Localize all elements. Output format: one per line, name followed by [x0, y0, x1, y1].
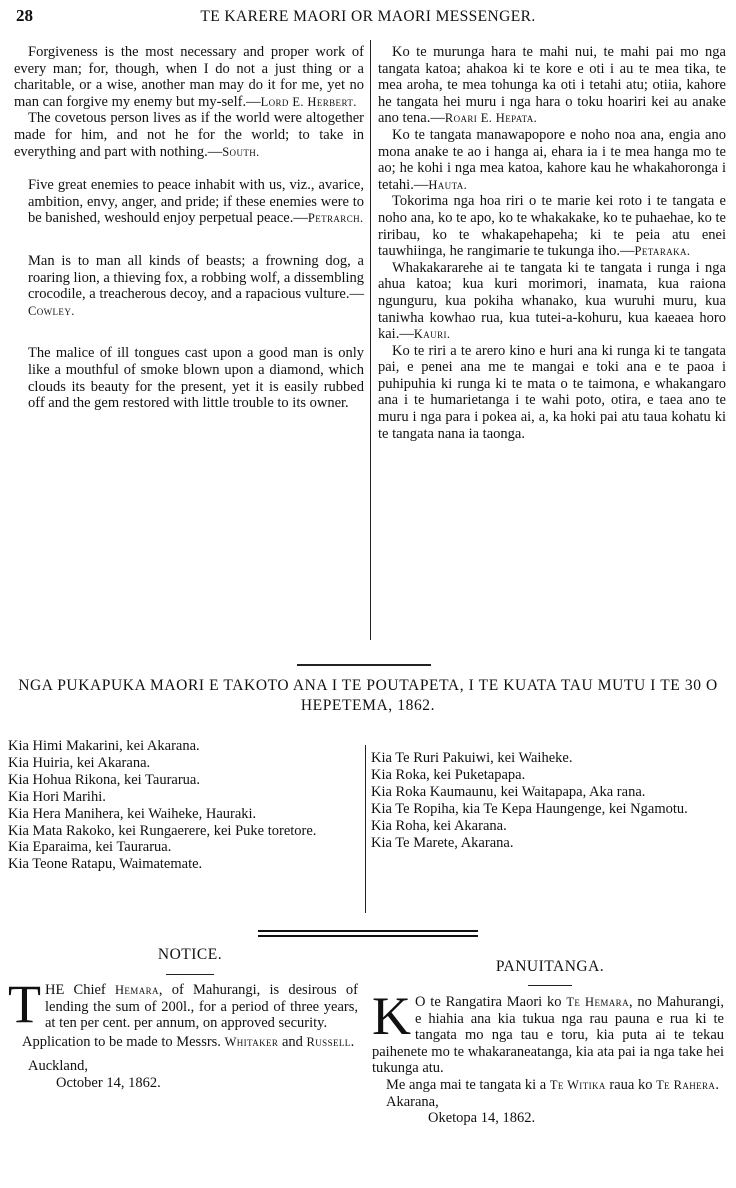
quote-herbert: Forgiveness is the most necessary and proper work of every man; for, though, when I do not a just thing or a charitable, or a wise, another man may do it for me, yet no man can forgive my enemy but my-self.—Lord E. Herbert. — [14, 44, 364, 110]
quote-arero: Ko te riri a te arero kino e huri ana ki runga ki te tangata pai, e penei ana me te mangai e toki ana e te paoa i puhipuhia ki runga ki te mata o te taimona, e whakangaro ana i te humarietanga i te wahi poto, otira, e taea ano te muru i nga para i pokea ai, a, ka hoki pai atu taua kohatu ki te tangata nana ia taonga. — [378, 342, 726, 442]
list-item: Kia Mata Rakoko, kei Rungaerere, kei Puke toretore. — [8, 822, 317, 839]
maori-column — [378, 44, 726, 442]
quote-hepata: Ko te murunga hara te mahi nui, te mahi pai mo nga tangata katoa; ahakoa ki te kore e oti i au te mea tika, te mea aroha, te mea tohunga ka oti i tetahi atu; otiia, kahore he tangata hei muru i nga hara o toku hoariri kei au anake ano tena.—Roari E. Hepata. — [378, 44, 726, 127]
books-list-left — [8, 738, 360, 873]
list-item: Kia Roha, kei Akarana. — [371, 817, 507, 834]
notice-body: THE Chief Hemara, of Mahurangi, is desirous of lending the sum of 200l., for a period of three years, at ten per cent. per annum, on approved security. — [8, 974, 358, 1034]
list-item: Kia Te Ropiha, kia Te Kepa Haungenge, kei Ngamotu. — [371, 800, 688, 817]
notice-title: NOTICE. — [157, 946, 223, 963]
list-item: Kia Hera Manihera, kei Waiheke, Hauraki. — [8, 805, 257, 822]
list-divider — [365, 745, 366, 913]
section-rule — [297, 664, 431, 666]
quote-petaraka: Tokorima nga hoa riri o te marie kei roto i te tangata e noho ana, ko te apo, ko te whakakake, ko te puhaehae, ko te riribau, ko te whakapehapeha; ki te peia atu enei tauwhiinga, he rangimarie te tukunga iho.—Petaraka. — [378, 193, 726, 260]
list-item: Kia Roka, kei Puketapapa. — [371, 766, 526, 783]
books-list-right — [371, 750, 723, 851]
drop-cap: K — [372, 986, 411, 1046]
list-item: Kia Roka Kaumaunu, kei Waitapapa, Aka rana. — [371, 783, 646, 800]
notice-date: October 14, 1862. — [56, 1074, 161, 1091]
panuitanga-application: Me anga mai te tangata ki a Te Witika raua ko Te Rahera. — [386, 1076, 719, 1093]
quote-hauta: Ko te tangata manawapopore e noho noa ana, engia ano mona anake te ao i hanga ai, ehara ia i te mea hanga mo te ao; he kohi i nga mea katoa, kahore kau he whakahoronga i tetahi.—Hauta. — [378, 126, 726, 193]
quote-cowley: Man is to man all kinds of beasts; a frowning dog, a roaring lion, a thieving fox, a robbing wolf, a dissembling crocodile, a treacherous decoy, and a rapacious vulture.—Cowley. — [28, 252, 364, 318]
panuitanga-block — [372, 986, 724, 1127]
panuitanga-date: Oketopa 14, 1862. — [428, 1110, 536, 1127]
notice-application: Application to be made to Messrs. Whitaker and Russell. — [22, 1033, 355, 1050]
quote-kauri: Whakakararehe ai te tangata ki te tangata i runga i nga ahua katoa; kua kuri morimori, inamata, kua raiona ngunguru, kua pokiha whanako, kua wuruhi muru, kua taniwha kowhao rua, kua tutei-a-kohuru, kua kaeaea horo kai.—Kauri. — [378, 259, 726, 343]
quote-south: The covetous person lives as if the world were altogether made for him, and not he for the world; to take in everything and part with nothing.—South. — [14, 110, 364, 160]
drop-cap: T — [8, 974, 41, 1034]
list-item: Kia Eparaima, kei Taurarua. — [8, 839, 172, 856]
panuitanga-title: PANUITANGA. — [495, 958, 605, 975]
list-item: Kia Hori Marihi. — [8, 788, 106, 805]
double-rule-bottom — [258, 935, 478, 937]
notice-place: Auckland, — [28, 1058, 88, 1075]
panuitanga-place: Akarana, — [386, 1093, 439, 1110]
list-item: Kia Hohua Rikona, kei Taurarua. — [8, 771, 200, 788]
list-item: Kia Teone Ratapu, Waimatemate. — [8, 856, 203, 873]
list-item: Kia Te Marete, Akarana. — [371, 834, 514, 851]
english-column — [14, 44, 364, 412]
notice-block — [8, 974, 358, 1092]
quote-petrarch: Five great enemies to peace inhabit with us, viz., avarice, ambition, envy, anger, and pride; if these enemies were to be banished, weshould enjoy perpetual peace.—Petrarch. — [28, 177, 364, 227]
panuitanga-title-rule — [528, 985, 572, 986]
list-item: Kia Te Ruri Pakuiwi, kei Waiheke. — [371, 750, 573, 766]
list-item: Kia Huiria, kei Akarana. — [8, 754, 151, 771]
notice-title-rule — [166, 974, 214, 975]
list-item: Kia Himi Makarini, kei Akarana. — [8, 738, 200, 754]
column-divider — [370, 40, 371, 640]
quote-malice: The malice of ill tongues cast upon a good man is only like a mouthful of smoke blown upon a diamond, which clouds its beauty for the present, yet it is easily rubbed off and the gem restored with little trouble to its owner. — [28, 345, 364, 412]
double-rule-top — [258, 930, 478, 932]
books-heading: NGA PUKAPUKA MAORI E TAKOTO ANA I TE POUTAPETA, I TE KUATA TAU MUTU I TE 30 O HEPETEMA, 1862. — [18, 677, 718, 714]
page-header — [0, 6, 736, 30]
panuitanga-body: K O te Rangatira Maori ko Te Hemara, no Mahurangi, e hiahia ana kia tukua nga rau pauna e rua ki te tangata mo nga tau e toru, kia puta ai te tekau paihenete mo te whakaraneatanga, kia ata pai ia nga take hei tukunga atu. — [372, 986, 724, 1077]
page-title: TE KARERE MAORI OR MAORI MESSENGER. — [200, 8, 536, 25]
page-number: 28 — [16, 6, 33, 25]
